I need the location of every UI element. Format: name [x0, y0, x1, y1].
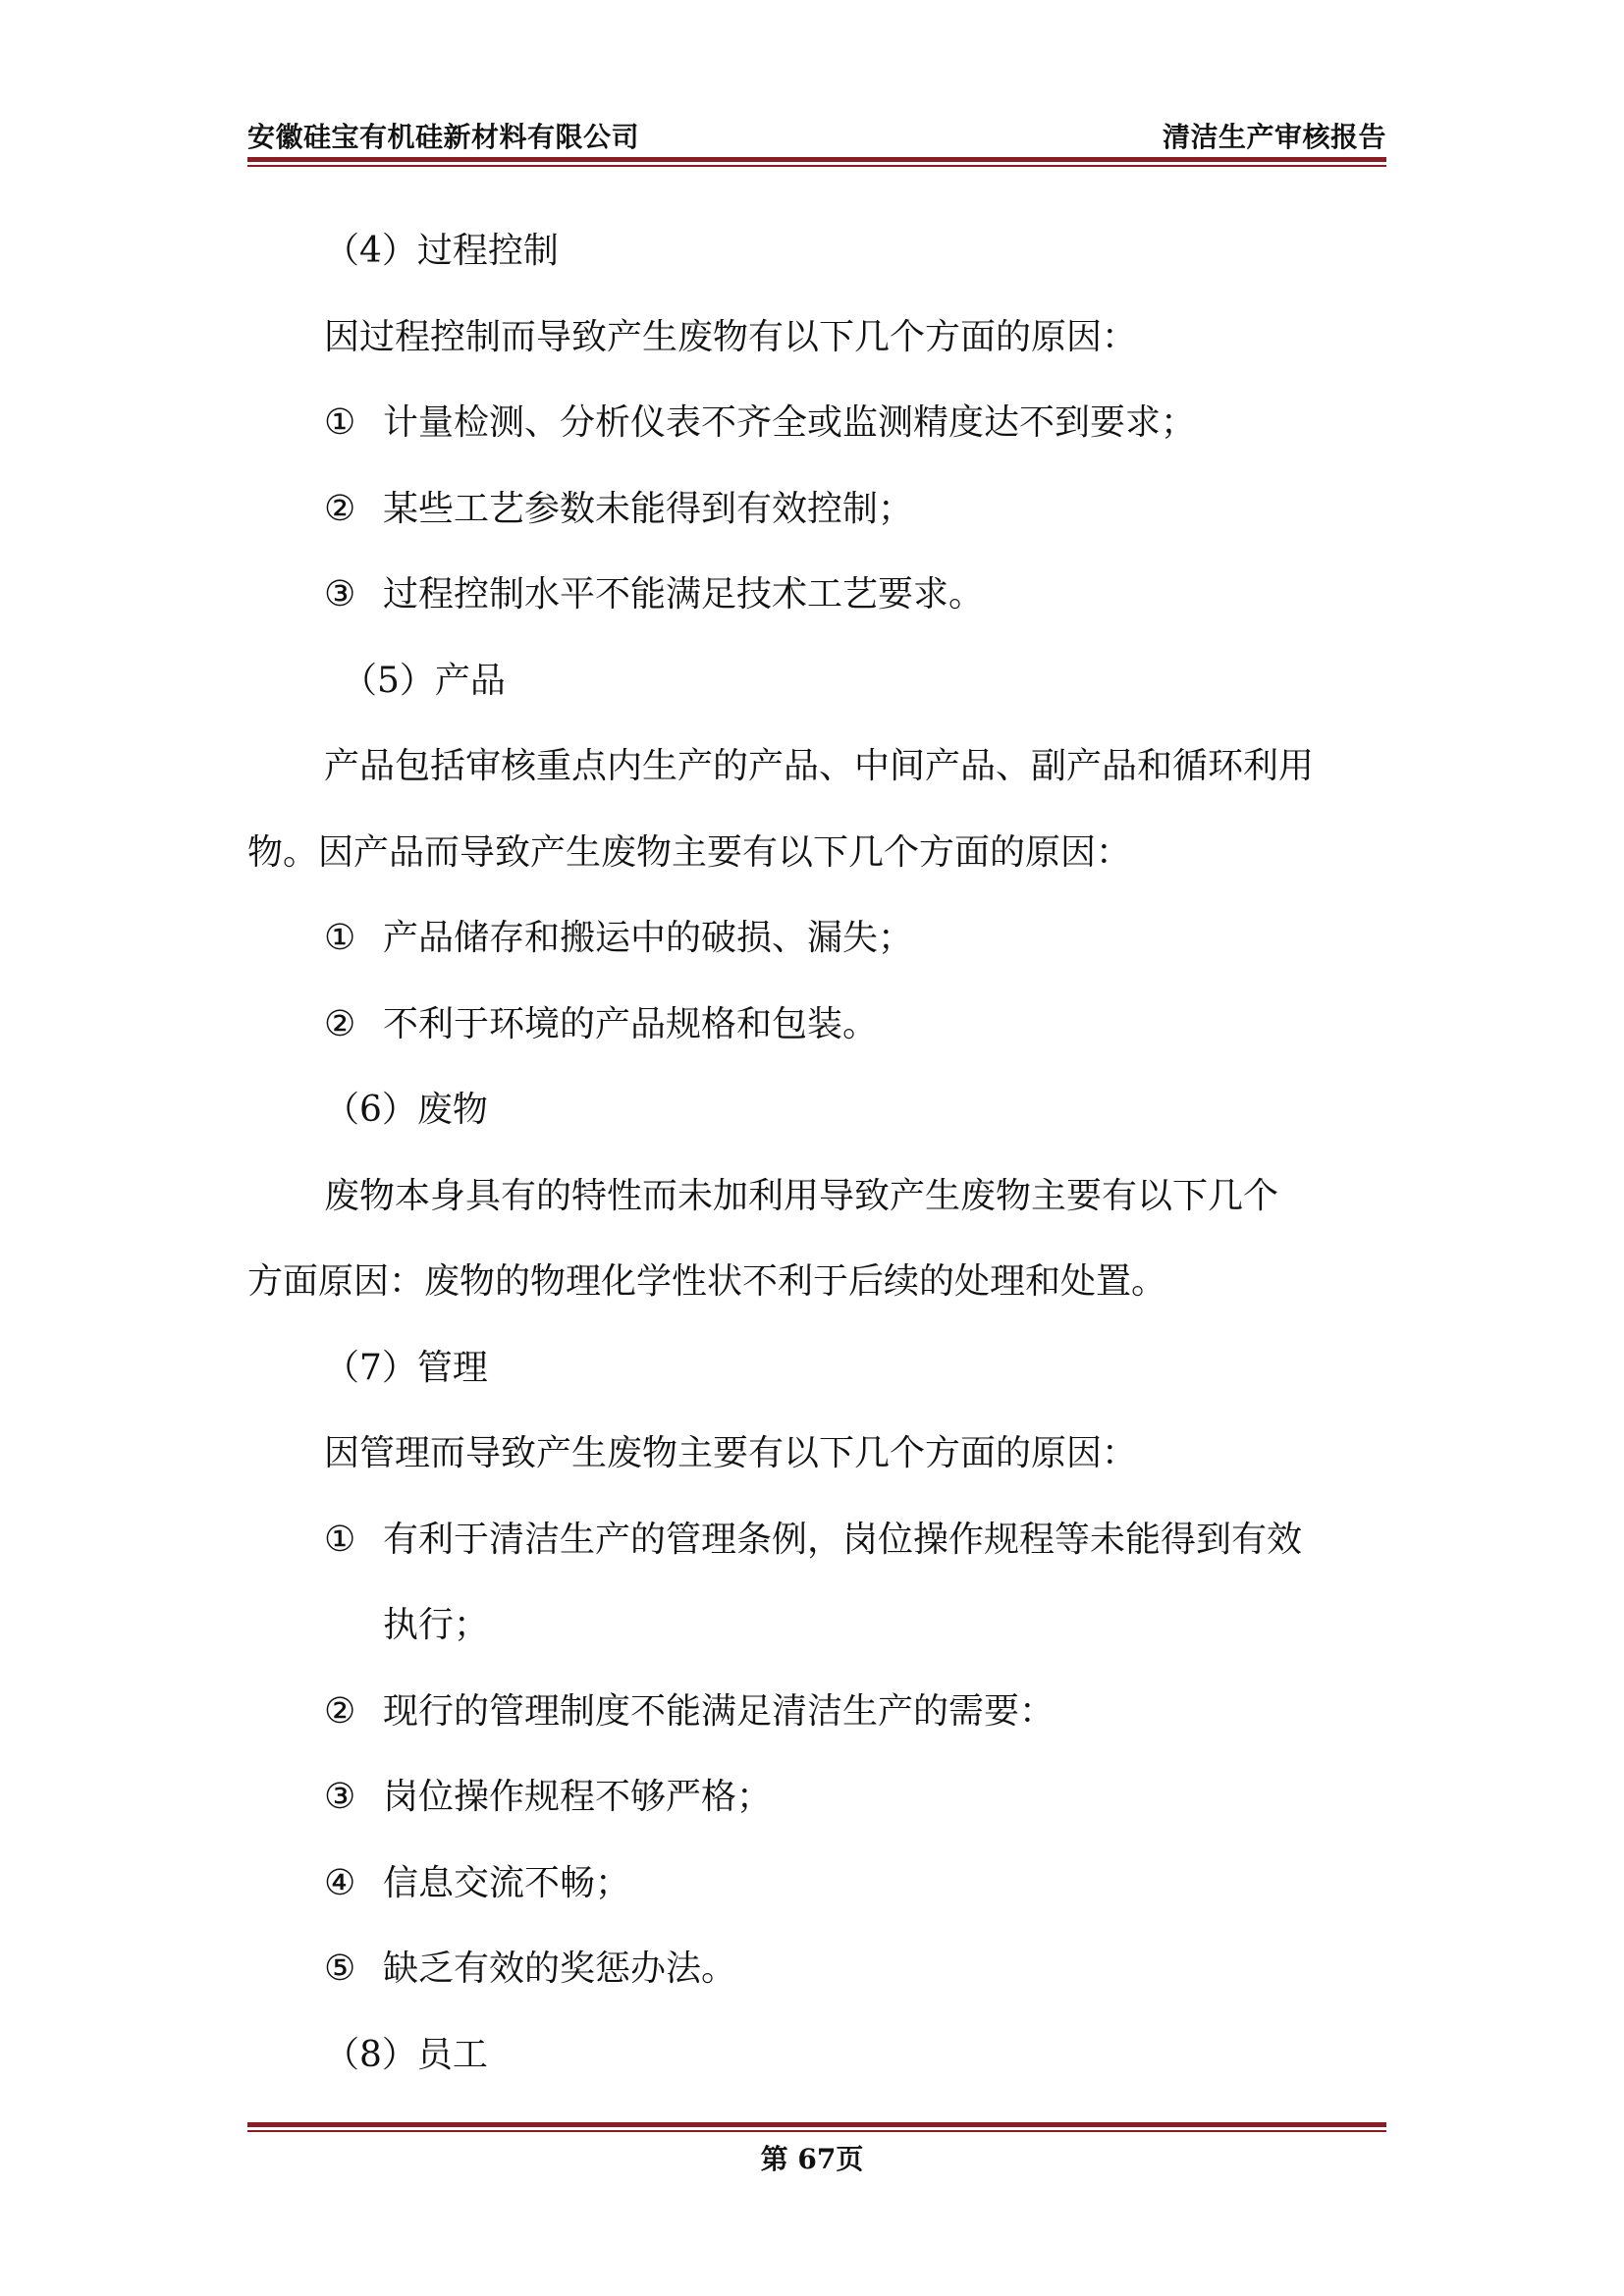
item-number: ③	[324, 1777, 356, 1817]
item-number: ③	[324, 574, 356, 614]
header-rule-thin	[247, 165, 1386, 167]
item-number: ②	[324, 1003, 356, 1044]
item-text: 过程控制水平不能满足技术工艺要求。	[383, 574, 985, 614]
document-body	[247, 208, 1386, 2098]
section-5-intro-line-1: 产品包括审核重点内生产的产品、中间产品、副产品和循环利用	[324, 746, 1315, 786]
item-text: 现行的管理制度不能满足清洁生产的需要：	[383, 1690, 1056, 1732]
section-6-heading: （6）废物	[324, 1090, 488, 1130]
item-text: 某些工艺参数未能得到有效控制；	[383, 488, 914, 529]
item-text: 不利于环境的产品规格和包装。	[383, 1003, 879, 1044]
section-7-item-2	[247, 1669, 1386, 1755]
section-4-heading: （4）过程控制	[324, 231, 559, 271]
item-number: ④	[324, 1862, 356, 1903]
footer-rule-thin	[247, 2130, 1386, 2132]
item-text: 计量检测、分析仪表不齐全或监测精度达不到要求；	[383, 402, 1197, 443]
section-6-intro-line-2: 方面原因：废物的物理化学性状不利于后续的处理和处置。	[247, 1261, 1167, 1302]
item-text: 有利于清洁生产的管理条例，岗位操作规程等未能得到有效	[383, 1519, 1303, 1560]
section-8-heading: （8）员工	[324, 2034, 488, 2075]
section-7-item-1-continued: 执行；	[383, 1605, 490, 1645]
item-number: ②	[324, 488, 356, 529]
section-4-intro: 因过程控制而导致产生废物有以下几个方面的原因：	[324, 316, 1138, 357]
item-text: 缺乏有效的奖惩办法。	[383, 1949, 737, 1989]
item-text: 产品储存和搬运中的破损、漏失；	[383, 918, 914, 958]
item-number: ⑤	[324, 1949, 356, 1989]
section-4-item-2	[247, 466, 1386, 553]
item-text: 岗位操作规程不够严格；	[383, 1777, 773, 1817]
report-title: 清洁生产审核报告	[1162, 121, 1386, 153]
section-5-heading: （5）产品	[342, 660, 506, 701]
section-7-heading: （7）管理	[324, 1347, 488, 1388]
section-5-intro-line-2: 物。因产品而导致产生废物主要有以下几个方面的原因：	[247, 831, 1132, 873]
item-text: 信息交流不畅；	[383, 1862, 631, 1903]
section-7-item-5	[247, 1926, 1386, 2012]
section-5-item-2	[247, 982, 1386, 1068]
item-number: ①	[324, 1519, 356, 1560]
company-name: 安徽硅宝有机硅新材料有限公司	[247, 121, 640, 153]
item-number: ①	[324, 918, 356, 958]
section-7-intro: 因管理而导致产生废物主要有以下几个方面的原因：	[324, 1433, 1138, 1473]
section-7-item-1	[247, 1497, 1386, 1583]
footer-rule-thick	[247, 2122, 1386, 2127]
section-4-item-1	[247, 380, 1386, 466]
item-number: ②	[324, 1690, 356, 1732]
header-rule-thick	[247, 157, 1386, 162]
section-6-intro-line-1: 废物本身具有的特性而未加利用导致产生废物主要有以下几个	[324, 1175, 1279, 1216]
item-number: ①	[324, 402, 356, 443]
page-header	[247, 110, 1386, 159]
section-7-item-3	[247, 1754, 1386, 1841]
section-4-item-3	[247, 552, 1386, 638]
section-7-item-4	[247, 1841, 1386, 1927]
page-number: 第 67页	[760, 2143, 864, 2175]
section-5-item-1	[247, 895, 1386, 982]
